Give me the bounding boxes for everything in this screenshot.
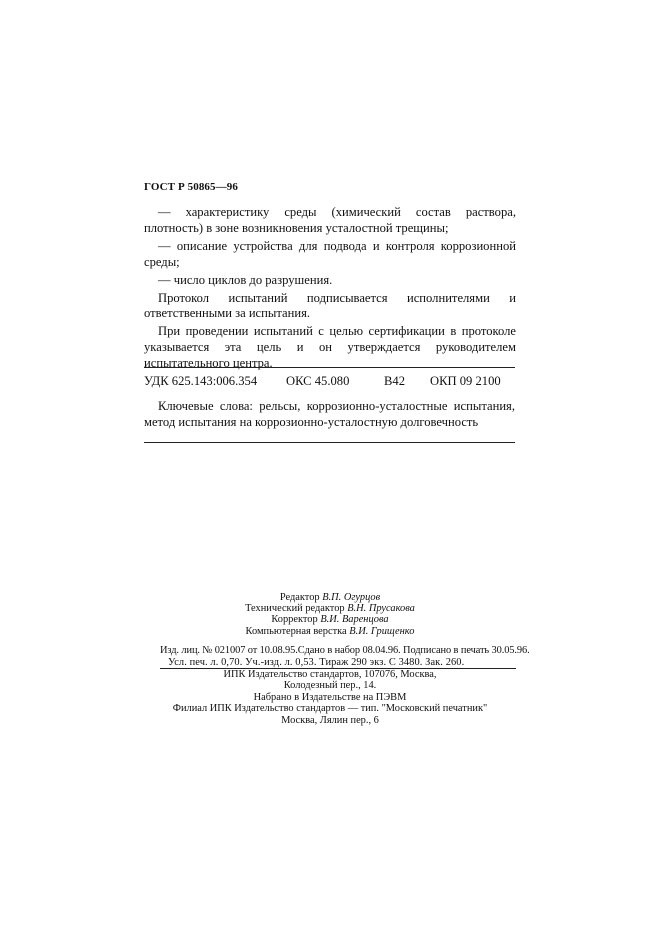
imprint-line-1: Изд. лиц. № 021007 от 10.08.95.Сдано в набор 08.04.96. Подписано в печать 30.05.96. [160,645,530,656]
imprint [160,645,530,668]
staff-name: В.И. Варенцова [320,614,389,626]
publisher-line: ИПК Издательство стандартов, 107076, Москва, [223,669,437,680]
staff-role: Корректор [271,614,318,626]
paragraph-device-description: — описание устройства для подвода и контроля коррозионной среды; [144,238,516,269]
udk-code: УДК 625.143:006.354 [144,374,258,388]
staff-name: В.И. Грищенко [349,625,415,637]
staff-layout [144,626,516,637]
standard-number: ГОСТ Р 50865—96 [144,181,238,193]
staff-credits [144,592,516,637]
publisher-line: Колодезный пер., 14. [283,680,377,692]
paragraph-cycles: — число циклов до разрушения. [158,272,333,287]
staff-corrector [144,614,516,625]
publisher-info [144,669,516,726]
oks-code: ОКС 45.080 [286,374,350,388]
staff-editor [144,592,516,603]
body-text [144,205,516,374]
keywords-text: Ключевые слова: рельсы, коррозионно-усталостные испытания, метод испытания на коррозионно-усталостную долговечность [144,399,515,429]
keywords [144,399,515,430]
staff-name: В.Н. Прусакова [347,603,415,615]
paragraph-medium-characteristic: — характеристику среды (химический состав раствора, плотность) в зоне возникновения усталостной трещины; [144,205,516,235]
staff-role: Редактор [279,592,320,603]
staff-technical-editor [144,603,516,614]
divider-bottom [144,442,515,443]
staff-role: Технический редактор [245,603,345,615]
okp-code: ОКП 09 2100 [430,374,501,388]
imprint-line-2: Усл. печ. л. 0,70. Уч.-изд. л. 0,53. Тираж 290 экз. С 3480. Зак. 260. [168,656,465,668]
paragraph-certification: При проведении испытаний с целью сертификации в протоколе указывается эта цель и он утверждается руководителем испытательного центра. [144,324,516,371]
publisher-line: Набрано в Издательстве на ПЭВМ [253,691,407,703]
staff-role: Компьютерная верстка [245,625,347,637]
staff-name: В.П. Огурцов [322,592,381,603]
paragraph-protocol-signature: Протокол испытаний подписывается исполнителями и ответственными за испытания. [144,290,516,321]
divider-top [144,367,515,368]
publisher-line: Москва, Лялин пер., 6 [281,714,379,726]
publisher-line: Филиал ИПК Издательство стандартов — тип. "Московский печатник" [172,703,488,715]
group-code: В42 [384,374,405,388]
